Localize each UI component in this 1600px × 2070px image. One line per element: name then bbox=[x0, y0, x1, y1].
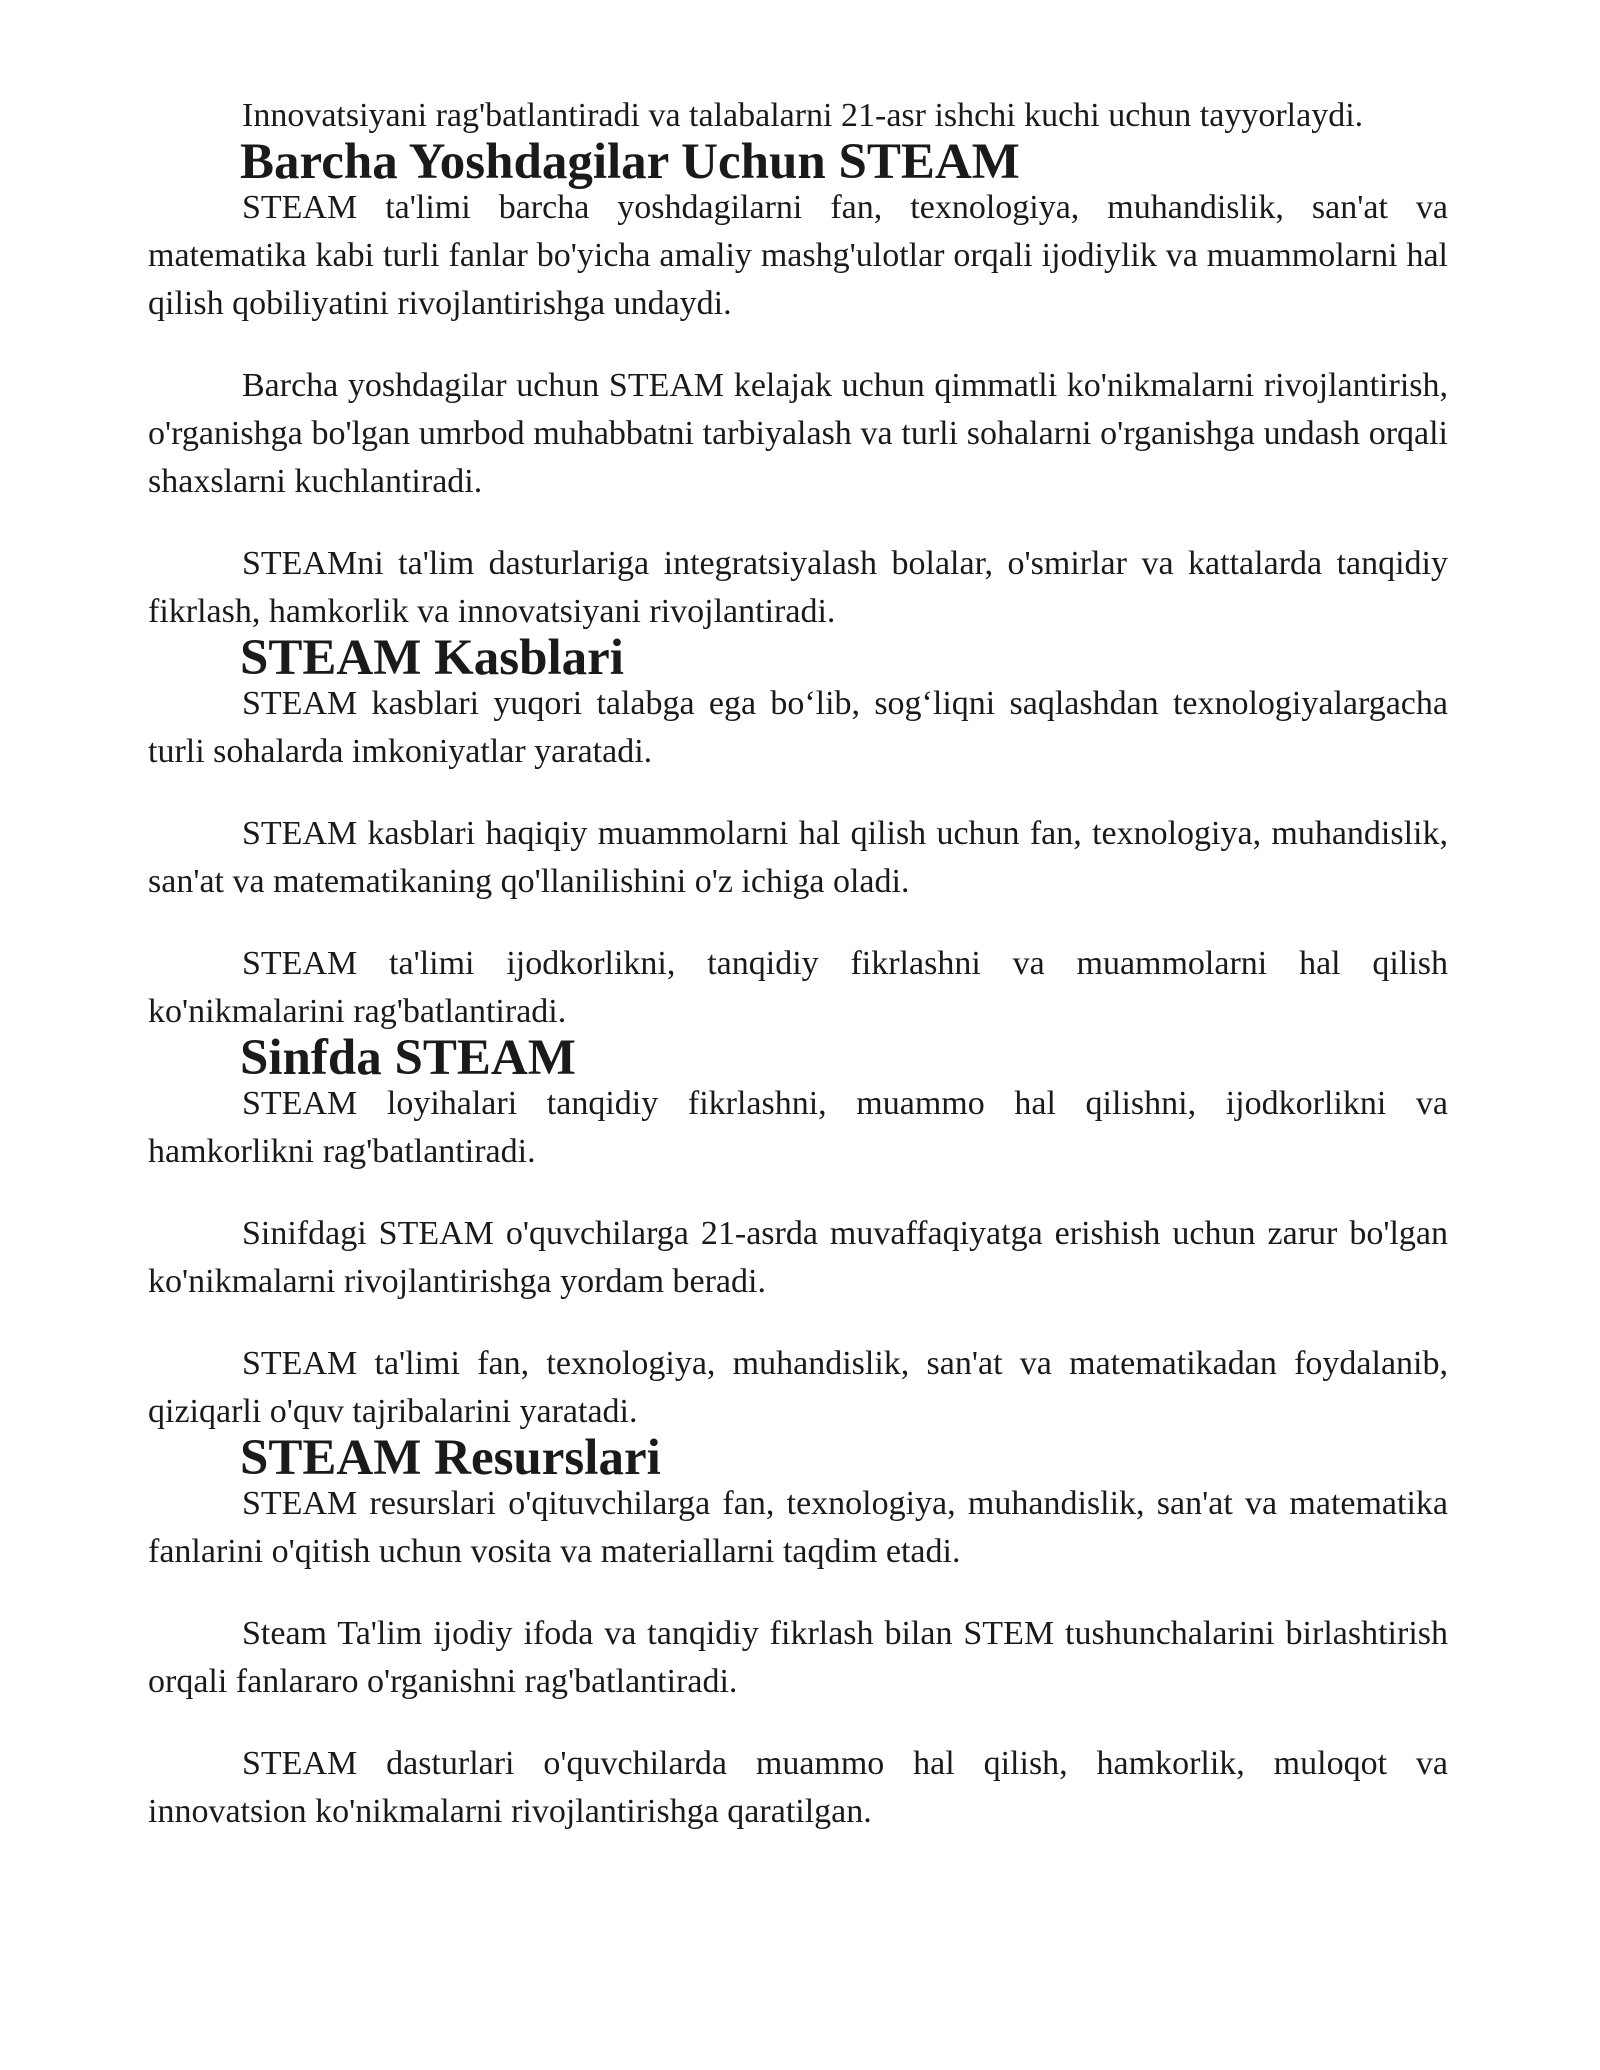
section-1-paragraph-2: Barcha yoshdagilar uchun STEAM kelajak uchun qimmatli ko'nikmalarni rivojlantirish, o'rganishga bo'lgan umrbod muhabbatni tarbiyalash va turli sohalarni o'rganishga undash orqali shaxslarni kuchlantiradi. bbox=[148, 367, 1448, 500]
section-2-paragraph-3: STEAM ta'limi ijodkorlikni, tanqidiy fikrlashni va muammolarni hal qilish ko'nikmalarini rag'batlantiradi. bbox=[148, 945, 1448, 1030]
section-4-paragraph-1: STEAM resurslari o'qituvchilarga fan, texnologiya, muhandislik, san'at va matematika fanlarini o'qitish uchun vosita va materiallarni taqdim etadi. bbox=[148, 1485, 1448, 1570]
section-1-paragraph-3: STEAMni ta'lim dasturlariga integratsiyalash bolalar, o'smirlar va kattalarda tanqidiy fikrlash, hamkorlik va innovatsiyani rivojlantiradi. bbox=[148, 545, 1448, 630]
section-3-paragraph-2: Sinifdagi STEAM o'quvchilarga 21-asrda muvaffaqiyatga erishish uchun zarur bo'lgan ko'nikmalarni rivojlantirishga yordam beradi. bbox=[148, 1215, 1448, 1300]
section-1-paragraph-1: STEAM ta'limi barcha yoshdagilarni fan, texnologiya, muhandislik, san'at va matematika kabi turli fanlar bo'yicha amaliy mashg'ulotlar orqali ijodiylik va muammolarni hal qilish qobiliyatini rivojlantirishga undaydi. bbox=[148, 189, 1448, 322]
section-heading-steam-kasblari: STEAM Kasblari bbox=[240, 630, 624, 686]
section-4-paragraph-2: Steam Ta'lim ijodiy ifoda va tanqidiy fikrlash bilan STEM tushunchalarini birlashtirish orqali fanlararo o'rganishni rag'batlantiradi. bbox=[148, 1615, 1448, 1700]
section-4-paragraph-3: STEAM dasturlari o'quvchilarda muammo hal qilish, hamkorlik, muloqot va innovatsion ko'nikmalarni rivojlantirishga qaratilgan. bbox=[148, 1745, 1448, 1830]
section-heading-barcha-yoshdagilar: Barcha Yoshdagilar Uchun STEAM bbox=[240, 134, 1020, 190]
document-body bbox=[148, 92, 1448, 1836]
section-heading-sinfda-steam: Sinfda STEAM bbox=[240, 1030, 576, 1086]
intro-paragraph: Innovatsiyani rag'batlantiradi va talabalarni 21-asr ishchi kuchi uchun tayyorlaydi. bbox=[242, 97, 1364, 134]
section-2-paragraph-1: STEAM kasblari yuqori talabga ega bo‘lib, sog‘liqni saqlashdan texnologiyalargacha turli sohalarda imkoniyatlar yaratadi. bbox=[148, 685, 1448, 770]
section-heading-steam-resurslari: STEAM Resurslari bbox=[240, 1430, 661, 1486]
section-3-paragraph-3: STEAM ta'limi fan, texnologiya, muhandislik, san'at va matematikadan foydalanib, qiziqarli o'quv tajribalarini yaratadi. bbox=[148, 1345, 1448, 1430]
section-3-paragraph-1: STEAM loyihalari tanqidiy fikrlashni, muammo hal qilishni, ijodkorlikni va hamkorlikni rag'batlantiradi. bbox=[148, 1085, 1448, 1170]
section-2-paragraph-2: STEAM kasblari haqiqiy muammolarni hal qilish uchun fan, texnologiya, muhandislik, san'at va matematikaning qo'llanilishini o'z ichiga oladi. bbox=[148, 815, 1448, 900]
